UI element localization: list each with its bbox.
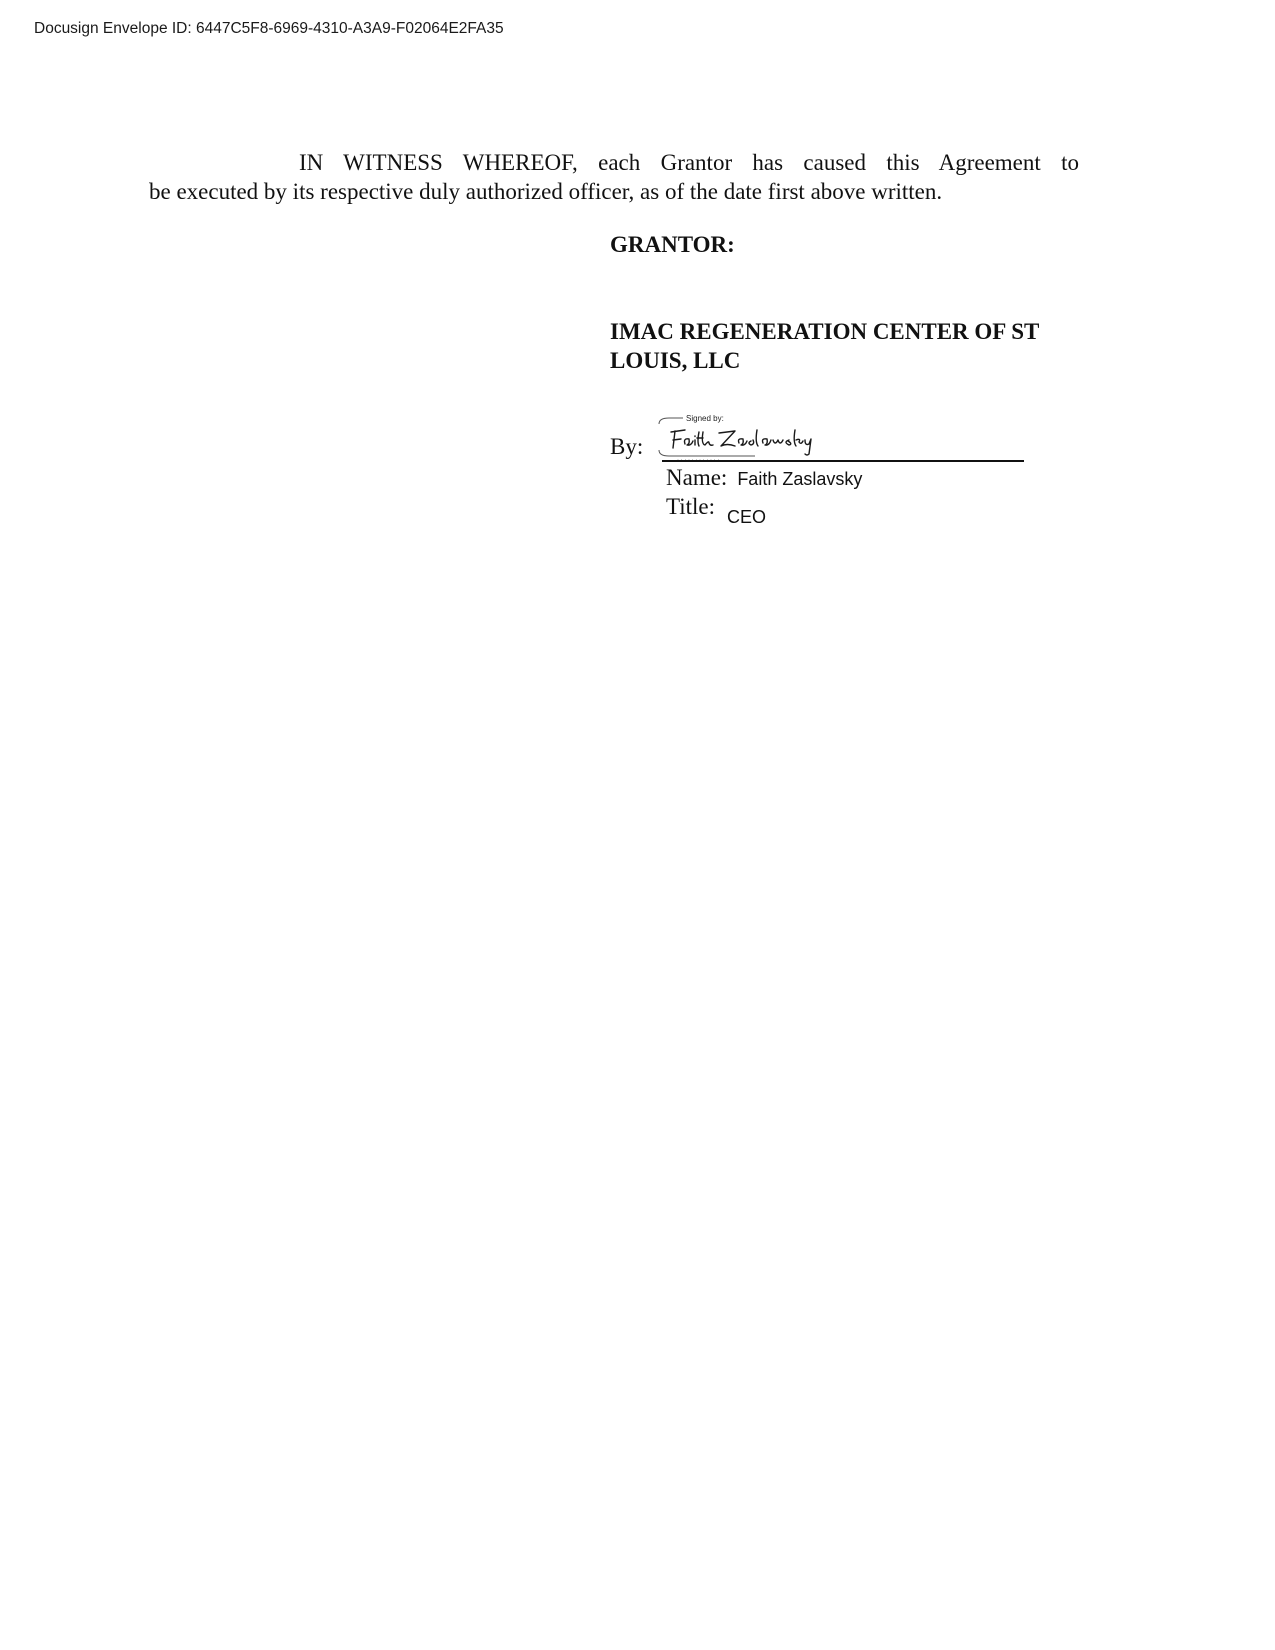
envelope-id: Docusign Envelope ID: 6447C5F8-6969-4310-A3A9-F02064E2FA35	[34, 20, 504, 37]
title-row	[666, 494, 767, 527]
by-label: By:	[610, 434, 644, 459]
name-row	[666, 465, 862, 491]
title-label: Title:	[666, 494, 716, 519]
signature-line	[662, 460, 1024, 462]
title-value: CEO	[727, 507, 767, 527]
entity-name-line-1: IMAC REGENERATION CENTER OF ST	[610, 319, 1040, 344]
witness-paragraph	[149, 148, 1079, 206]
name-value: Faith Zaslavsky	[737, 469, 863, 489]
witness-line-2: be executed by its respective duly authorized officer, as of the date first above written.	[149, 179, 943, 204]
name-label: Name:	[666, 465, 728, 490]
stamp-fingerprint: · · · · · · · · · · · ·	[677, 457, 720, 462]
handwritten-signature	[671, 430, 811, 455]
stamp-bracket-top	[659, 418, 669, 424]
stamp-bracket-bottom	[659, 450, 755, 456]
signed-by-label: Signed by:	[686, 414, 724, 423]
grantor-heading: GRANTOR:	[610, 232, 735, 257]
entity-name	[610, 317, 1090, 375]
witness-line-1: IN WITNESS WHEREOF, each Grantor has caused this Agreement to	[299, 150, 1079, 175]
entity-name-line-2: LOUIS, LLC	[610, 348, 741, 373]
docusign-signature-stamp	[655, 410, 1025, 462]
